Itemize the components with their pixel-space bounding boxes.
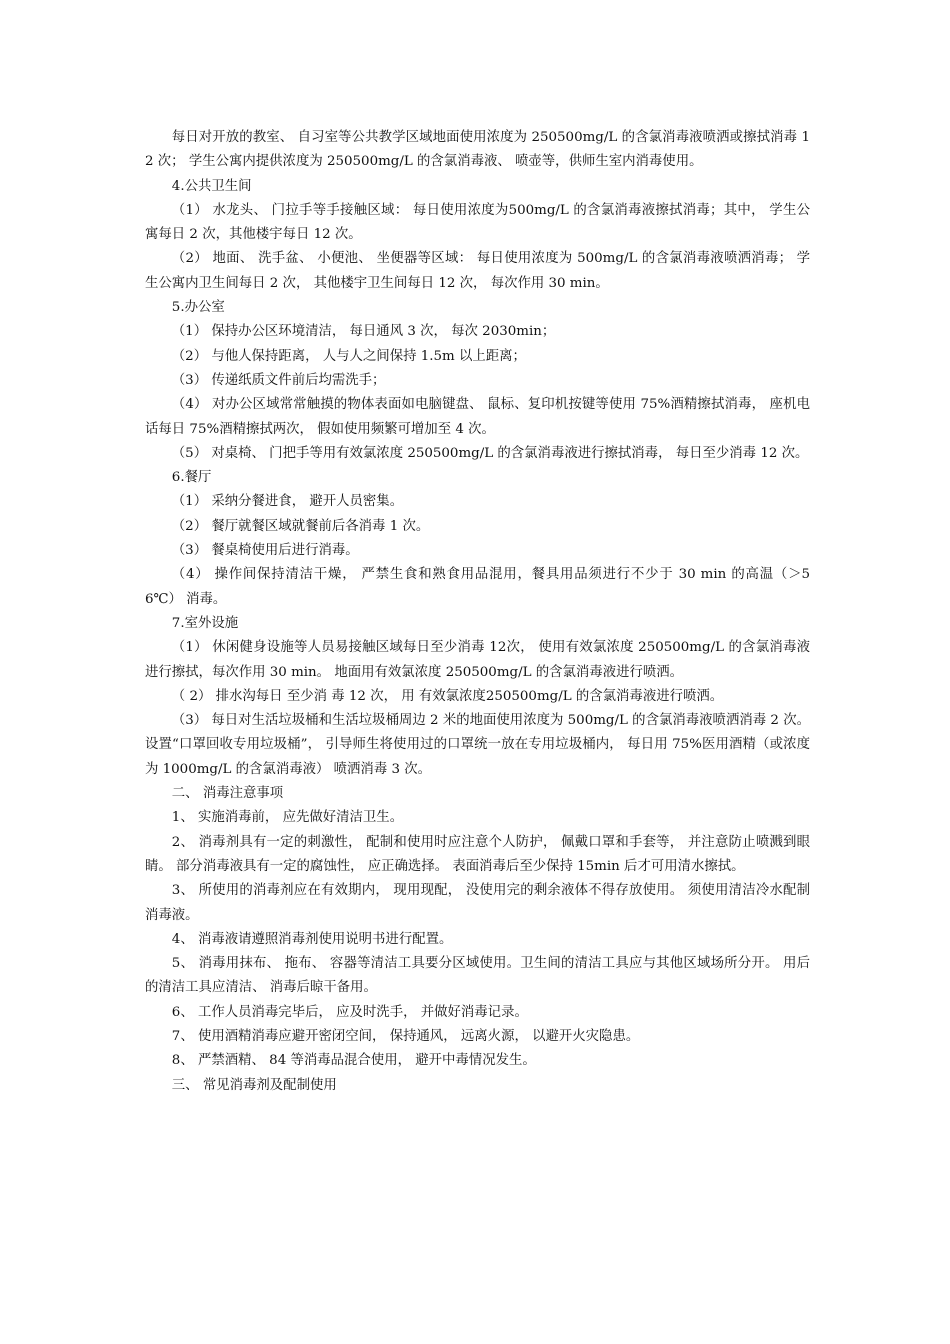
paragraph-office-item-5: （5） 对桌椅、 门把手等用有效氯浓度 250500mg/L 的含氯消毒液进行擦拭消毒， 每日至少消毒 12 次。 xyxy=(171,445,809,461)
paragraph-note-1: 1、 实施消毒前， 应先做好清洁卫生。 xyxy=(171,810,404,826)
paragraph-office-item-1: （1） 保持办公区环境清洁， 每日通风 3 次， 每次 2030min； xyxy=(171,324,556,340)
paragraph-canteen-item-2: （2） 餐厅就餐区域就餐前后各消毒 1 次。 xyxy=(171,518,430,534)
document-body xyxy=(145,126,810,1098)
paragraph-note-6: 6、 工作人员消毒完毕后， 应及时洗手， 并做好消毒记录。 xyxy=(171,1004,528,1020)
paragraph-note-3: 3、 所使用的消毒剂应在有效期内， 现用现配， 没使用完的剩余液体不得存放使用。 须使用清洁冷水配制消毒液。 xyxy=(145,883,810,923)
heading-common-disinfectants: 三、 常见消毒剂及配制使用 xyxy=(171,1077,337,1093)
paragraph-canteen-item-4: （4） 操作间保持清洁干燥， 严禁生食和熟食用品混用，餐具用品须进行不少于 30 min 的高温（＞56℃） 消毒。 xyxy=(145,567,810,607)
paragraph-outdoor-item-2: （ 2） 排水沟每日 至少消 毒 12 次， 用 有效氯浓度250500mg/L 的含氯消毒液进行喷洒。 xyxy=(171,688,724,704)
paragraph-note-8: 8、 严禁酒精、 84 等消毒品混合使用， 避开中毒情况发生。 xyxy=(171,1053,536,1069)
paragraph-classroom-disinfection: 每日对开放的教室、 自习室等公共教学区域地面使用浓度为 250500mg/L 的含氯消毒液喷洒或擦拭消毒 12 次； 学生公寓内提供浓度为 250500mg/L 的含氯消毒液、 喷壶等，供师生室内消毒使用。 xyxy=(145,130,810,170)
paragraph-note-5: 5、 消毒用抹布、 拖布、 容器等清洁工具要分区域使用。卫生间的清洁工具应与其他区域场所分开。 用后的清洁工具应清洁、 消毒后晾干备用。 xyxy=(145,956,810,996)
paragraph-office-item-3: （3） 传递纸质文件前后均需洗手； xyxy=(171,372,386,388)
paragraph-canteen-item-1: （1） 采纳分餐进食， 避开人员密集。 xyxy=(171,494,404,510)
paragraph-note-4: 4、 消毒液请遵照消毒剂使用说明书进行配置。 xyxy=(171,931,453,947)
paragraph-office-item-2: （2） 与他人保持距离， 人与人之间保持 1.5m 以上距离； xyxy=(171,348,526,364)
heading-outdoor-facilities: 7.室外设施 xyxy=(171,615,239,631)
paragraph-outdoor-item-3: （3） 每日对生活垃圾桶和生活垃圾桶周边 2 米的地面使用浓度为 500mg/L 的含氯消毒液喷洒消毒 2 次。 设置“口罩回收专用垃圾桶”， 引导师生将使用过的口罩统一放在专用垃圾桶内， 每日用 75%医用酒精（或浓度为 1000mg/L 的含氯消毒液） 喷洒消毒 3 次。 xyxy=(145,713,810,777)
heading-canteen: 6.餐厅 xyxy=(171,470,212,486)
paragraph-note-7: 7、 使用酒精消毒应避开密闭空间， 保持通风， 远离火源， 以避开火灾隐患。 xyxy=(171,1028,640,1044)
heading-public-toilet: 4.公共卫生间 xyxy=(171,178,252,194)
heading-disinfection-notes: 二、 消毒注意事项 xyxy=(171,786,284,802)
paragraph-note-2: 2、 消毒剂具有一定的刺激性， 配制和使用时应注意个人防护， 佩戴口罩和手套等， 并注意防止喷溅到眼睛。 部分消毒液具有一定的腐蚀性， 应正确选择。 表面消毒后至少保持 15min 后才可用清水擦拭。 xyxy=(145,834,810,874)
heading-office: 5.办公室 xyxy=(171,300,225,316)
paragraph-toilet-item-1: （1） 水龙头、 门拉手等手接触区域： 每日使用浓度为500mg/L 的含氯消毒液擦拭消毒；其中， 学生公寓每日 2 次，其他楼宇每日 12 次。 xyxy=(145,202,810,243)
paragraph-office-item-4: （4） 对办公区域常常触摸的物体表面如电脑键盘、 鼠标、复印机按键等使用 75%酒精擦拭消毒， 座机电话每日 75%酒精擦拭两次， 假如使用频繁可增加至 4 次。 xyxy=(145,397,810,437)
paragraph-toilet-item-2: （2） 地面、 洗手盆、 小便池、 坐便器等区域： 每日使用浓度为 500mg/L 的含氯消毒液喷洒消毒； 学生公寓内卫生间每日 2 次， 其他楼宇卫生间每日 12 次， 每次作用 30 min。 xyxy=(145,251,810,291)
paragraph-outdoor-item-1: （1） 休闲健身设施等人员易接触区域每日至少消毒 12次， 使用有效氯浓度 250500mg/L 的含氯消毒液进行擦拭，每次作用 30 min。 地面用有效氯浓度 250500mg/L 的含氯消毒液进行喷洒。 xyxy=(145,640,810,680)
paragraph-canteen-item-3: （3） 餐桌椅使用后进行消毒。 xyxy=(171,543,359,559)
